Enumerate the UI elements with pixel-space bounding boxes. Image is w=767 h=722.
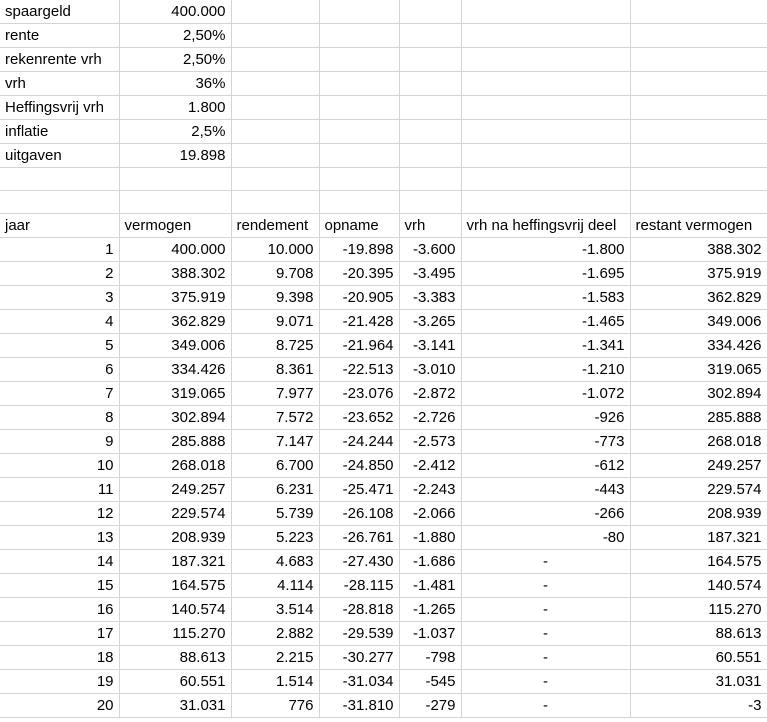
table-row [0, 526, 767, 550]
data-cell[interactable]: 229.574 [119, 502, 231, 526]
empty-cell[interactable] [461, 144, 630, 168]
data-cell[interactable]: -19.898 [319, 238, 399, 262]
data-cell[interactable]: 8 [0, 406, 119, 430]
data-cell[interactable]: 5 [0, 334, 119, 358]
table-row [0, 430, 767, 454]
data-cell[interactable]: - [461, 574, 630, 598]
data-cell[interactable]: 7.572 [231, 406, 319, 430]
param-row [0, 24, 767, 48]
data-cell[interactable]: 17 [0, 622, 119, 646]
data-cell[interactable]: -3.495 [399, 262, 461, 286]
empty-cell[interactable] [630, 0, 767, 24]
data-cell[interactable]: 1 [0, 238, 119, 262]
empty-cell[interactable] [461, 48, 630, 72]
data-cell[interactable]: -20.395 [319, 262, 399, 286]
empty-cell[interactable] [399, 120, 461, 144]
param-label-cell[interactable]: uitgaven [0, 144, 119, 168]
data-cell[interactable]: -28.115 [319, 574, 399, 598]
param-value-cell[interactable]: 36% [119, 72, 231, 96]
empty-cell[interactable] [119, 191, 231, 214]
data-cell[interactable]: 15 [0, 574, 119, 598]
data-cell[interactable]: -80 [461, 526, 630, 550]
data-cell[interactable]: -3.141 [399, 334, 461, 358]
empty-cell[interactable] [231, 0, 319, 24]
data-cell[interactable]: -612 [461, 454, 630, 478]
data-cell[interactable]: 400.000 [119, 238, 231, 262]
empty-cell[interactable] [399, 72, 461, 96]
empty-cell[interactable] [0, 168, 119, 191]
empty-cell[interactable] [399, 168, 461, 191]
table-row [0, 670, 767, 694]
table-row [0, 406, 767, 430]
empty-cell[interactable] [461, 168, 630, 191]
column-header-cell[interactable]: vrh na heffingsvrij deel [461, 214, 630, 238]
empty-cell[interactable] [461, 72, 630, 96]
empty-cell[interactable] [399, 96, 461, 120]
data-cell[interactable]: -2.726 [399, 406, 461, 430]
data-cell[interactable]: -21.428 [319, 310, 399, 334]
empty-cell[interactable] [399, 0, 461, 24]
column-header-cell[interactable]: opname [319, 214, 399, 238]
data-cell[interactable]: 285.888 [630, 406, 767, 430]
data-cell[interactable]: -3.265 [399, 310, 461, 334]
param-value-cell[interactable]: 400.000 [119, 0, 231, 24]
data-cell[interactable]: 7.147 [231, 430, 319, 454]
data-cell[interactable]: -798 [399, 646, 461, 670]
data-cell[interactable]: 140.574 [630, 574, 767, 598]
column-header-cell[interactable]: jaar [0, 214, 119, 238]
empty-cell[interactable] [630, 144, 767, 168]
data-cell[interactable]: 60.551 [630, 646, 767, 670]
data-cell[interactable]: 187.321 [630, 526, 767, 550]
empty-cell[interactable] [399, 191, 461, 214]
header-row [0, 214, 767, 238]
empty-cell[interactable] [630, 168, 767, 191]
empty-cell[interactable] [630, 48, 767, 72]
empty-cell[interactable] [461, 120, 630, 144]
data-cell[interactable]: -26.761 [319, 526, 399, 550]
data-cell[interactable]: 9.708 [231, 262, 319, 286]
data-cell[interactable]: -926 [461, 406, 630, 430]
empty-cell[interactable] [399, 144, 461, 168]
data-cell[interactable]: 18 [0, 646, 119, 670]
param-label-cell[interactable]: spaargeld [0, 0, 119, 24]
data-cell[interactable]: -279 [399, 694, 461, 718]
column-header-cell[interactable]: rendement [231, 214, 319, 238]
data-cell[interactable]: -773 [461, 430, 630, 454]
table-row [0, 358, 767, 382]
data-cell[interactable]: 268.018 [119, 454, 231, 478]
data-cell[interactable]: -1.481 [399, 574, 461, 598]
data-cell[interactable]: 2.882 [231, 622, 319, 646]
data-cell[interactable]: 31.031 [630, 670, 767, 694]
data-cell[interactable]: -266 [461, 502, 630, 526]
data-cell[interactable]: 164.575 [630, 550, 767, 574]
data-cell[interactable]: -1.686 [399, 550, 461, 574]
data-cell[interactable]: -1.880 [399, 526, 461, 550]
data-cell[interactable]: - [461, 670, 630, 694]
empty-cell[interactable] [630, 120, 767, 144]
column-header-cell[interactable]: vrh [399, 214, 461, 238]
data-cell[interactable]: -1.583 [461, 286, 630, 310]
data-cell[interactable]: 2 [0, 262, 119, 286]
data-cell[interactable]: 9.071 [231, 310, 319, 334]
data-cell[interactable]: 362.829 [119, 310, 231, 334]
data-cell[interactable]: 10.000 [231, 238, 319, 262]
empty-cell[interactable] [630, 72, 767, 96]
data-cell[interactable]: -1.210 [461, 358, 630, 382]
data-cell[interactable]: 60.551 [119, 670, 231, 694]
data-cell[interactable]: -30.277 [319, 646, 399, 670]
empty-cell[interactable] [231, 191, 319, 214]
empty-cell[interactable] [319, 191, 399, 214]
data-cell[interactable]: 13 [0, 526, 119, 550]
data-cell[interactable]: 7.977 [231, 382, 319, 406]
data-cell[interactable]: 4.683 [231, 550, 319, 574]
table-row [0, 286, 767, 310]
data-cell[interactable]: 208.939 [119, 526, 231, 550]
empty-row [0, 168, 767, 191]
table-row [0, 334, 767, 358]
data-cell[interactable]: 10 [0, 454, 119, 478]
data-cell[interactable]: -2.573 [399, 430, 461, 454]
data-cell[interactable]: -23.652 [319, 406, 399, 430]
empty-cell[interactable] [630, 191, 767, 214]
table-row [0, 598, 767, 622]
data-cell[interactable]: 375.919 [119, 286, 231, 310]
empty-cell[interactable] [461, 191, 630, 214]
data-cell[interactable]: 268.018 [630, 430, 767, 454]
data-cell[interactable]: 19 [0, 670, 119, 694]
table-row [0, 622, 767, 646]
empty-cell[interactable] [461, 24, 630, 48]
empty-cell[interactable] [0, 191, 119, 214]
data-cell[interactable]: 9.398 [231, 286, 319, 310]
empty-cell[interactable] [630, 24, 767, 48]
param-value-cell[interactable]: 2,50% [119, 48, 231, 72]
data-cell[interactable]: 12 [0, 502, 119, 526]
data-cell[interactable]: -22.513 [319, 358, 399, 382]
data-cell[interactable]: 3.514 [231, 598, 319, 622]
table-row [0, 310, 767, 334]
data-cell[interactable]: 6 [0, 358, 119, 382]
empty-cell[interactable] [231, 72, 319, 96]
table-row [0, 502, 767, 526]
data-cell[interactable]: -3 [630, 694, 767, 718]
table-row [0, 382, 767, 406]
data-cell[interactable]: -31.810 [319, 694, 399, 718]
data-cell[interactable]: 1.514 [231, 670, 319, 694]
data-cell[interactable]: -2.872 [399, 382, 461, 406]
data-cell[interactable]: -20.905 [319, 286, 399, 310]
param-value-cell[interactable]: 2,50% [119, 24, 231, 48]
data-cell[interactable]: 349.006 [119, 334, 231, 358]
empty-cell[interactable] [461, 96, 630, 120]
data-cell[interactable]: -25.471 [319, 478, 399, 502]
data-cell[interactable]: 302.894 [630, 382, 767, 406]
data-cell[interactable]: -3.010 [399, 358, 461, 382]
data-cell[interactable]: -2.412 [399, 454, 461, 478]
data-cell[interactable]: -29.539 [319, 622, 399, 646]
data-cell[interactable]: -3.383 [399, 286, 461, 310]
data-cell[interactable]: 362.829 [630, 286, 767, 310]
data-cell[interactable]: 334.426 [119, 358, 231, 382]
table-row [0, 478, 767, 502]
data-cell[interactable]: 4.114 [231, 574, 319, 598]
data-cell[interactable]: 319.065 [119, 382, 231, 406]
data-cell[interactable]: -1.265 [399, 598, 461, 622]
data-cell[interactable]: 5.739 [231, 502, 319, 526]
data-cell[interactable]: 3 [0, 286, 119, 310]
data-cell[interactable]: 249.257 [119, 478, 231, 502]
data-cell[interactable]: -1.072 [461, 382, 630, 406]
param-label-cell[interactable]: inflatie [0, 120, 119, 144]
data-cell[interactable]: -24.850 [319, 454, 399, 478]
data-cell[interactable]: 6.700 [231, 454, 319, 478]
data-cell[interactable]: 187.321 [119, 550, 231, 574]
data-cell[interactable]: -545 [399, 670, 461, 694]
empty-cell[interactable] [231, 120, 319, 144]
data-cell[interactable]: -1.695 [461, 262, 630, 286]
empty-cell[interactable] [630, 96, 767, 120]
data-cell[interactable]: - [461, 622, 630, 646]
param-row [0, 120, 767, 144]
param-row [0, 96, 767, 120]
data-cell[interactable]: 4 [0, 310, 119, 334]
empty-cell[interactable] [319, 0, 399, 24]
table-row [0, 262, 767, 286]
data-cell[interactable]: 249.257 [630, 454, 767, 478]
table-row [0, 550, 767, 574]
empty-cell[interactable] [319, 72, 399, 96]
empty-cell[interactable] [119, 168, 231, 191]
data-cell[interactable]: -2.243 [399, 478, 461, 502]
data-cell[interactable]: - [461, 598, 630, 622]
param-value-cell[interactable]: 2,5% [119, 120, 231, 144]
empty-cell[interactable] [231, 48, 319, 72]
data-cell[interactable]: -21.964 [319, 334, 399, 358]
empty-cell[interactable] [231, 144, 319, 168]
data-cell[interactable]: 388.302 [630, 238, 767, 262]
data-cell[interactable]: 140.574 [119, 598, 231, 622]
data-cell[interactable]: 8.725 [231, 334, 319, 358]
param-label-cell[interactable]: rekenrente vrh [0, 48, 119, 72]
column-header-cell[interactable]: vermogen [119, 214, 231, 238]
data-cell[interactable]: -1.465 [461, 310, 630, 334]
table-row [0, 646, 767, 670]
data-cell[interactable]: 2.215 [231, 646, 319, 670]
data-cell[interactable]: 208.939 [630, 502, 767, 526]
table-row [0, 574, 767, 598]
data-cell[interactable]: - [461, 646, 630, 670]
data-cell[interactable]: 319.065 [630, 358, 767, 382]
data-cell[interactable]: 334.426 [630, 334, 767, 358]
data-cell[interactable]: 115.270 [630, 598, 767, 622]
empty-cell[interactable] [319, 120, 399, 144]
empty-cell[interactable] [461, 0, 630, 24]
data-cell[interactable]: 375.919 [630, 262, 767, 286]
data-cell[interactable]: 164.575 [119, 574, 231, 598]
param-value-cell[interactable]: 1.800 [119, 96, 231, 120]
empty-row [0, 191, 767, 214]
data-cell[interactable]: -26.108 [319, 502, 399, 526]
data-cell[interactable]: - [461, 550, 630, 574]
data-cell[interactable]: -3.600 [399, 238, 461, 262]
data-cell[interactable]: -28.818 [319, 598, 399, 622]
data-cell[interactable]: -1.800 [461, 238, 630, 262]
empty-cell[interactable] [231, 168, 319, 191]
column-header-cell[interactable]: restant vermogen [630, 214, 767, 238]
empty-cell[interactable] [231, 24, 319, 48]
empty-cell[interactable] [319, 168, 399, 191]
data-cell[interactable]: -443 [461, 478, 630, 502]
data-cell[interactable]: 14 [0, 550, 119, 574]
data-cell[interactable]: 349.006 [630, 310, 767, 334]
data-cell[interactable]: -31.034 [319, 670, 399, 694]
table-row [0, 694, 767, 718]
empty-cell[interactable] [231, 96, 319, 120]
data-cell[interactable]: -1.037 [399, 622, 461, 646]
data-cell[interactable]: 20 [0, 694, 119, 718]
data-cell[interactable]: 16 [0, 598, 119, 622]
data-cell[interactable]: 388.302 [119, 262, 231, 286]
data-cell[interactable]: 9 [0, 430, 119, 454]
param-value-cell[interactable]: 19.898 [119, 144, 231, 168]
data-cell[interactable]: 5.223 [231, 526, 319, 550]
data-cell[interactable]: 285.888 [119, 430, 231, 454]
empty-cell[interactable] [319, 48, 399, 72]
data-cell[interactable]: 7 [0, 382, 119, 406]
data-cell[interactable]: 776 [231, 694, 319, 718]
table-row [0, 454, 767, 478]
data-cell[interactable]: 88.613 [630, 622, 767, 646]
data-cell[interactable]: 8.361 [231, 358, 319, 382]
data-cell[interactable]: -2.066 [399, 502, 461, 526]
empty-cell[interactable] [319, 144, 399, 168]
data-cell[interactable]: -24.244 [319, 430, 399, 454]
param-row [0, 144, 767, 168]
param-label-cell[interactable]: vrh [0, 72, 119, 96]
empty-cell[interactable] [399, 48, 461, 72]
table-row [0, 238, 767, 262]
data-cell[interactable]: 6.231 [231, 478, 319, 502]
param-label-cell[interactable]: Heffingsvrij vrh [0, 96, 119, 120]
param-row [0, 72, 767, 96]
data-cell[interactable]: 115.270 [119, 622, 231, 646]
data-cell[interactable]: 302.894 [119, 406, 231, 430]
data-cell[interactable]: -27.430 [319, 550, 399, 574]
data-cell[interactable]: 88.613 [119, 646, 231, 670]
empty-cell[interactable] [399, 24, 461, 48]
data-cell[interactable]: 229.574 [630, 478, 767, 502]
data-cell[interactable]: 11 [0, 478, 119, 502]
data-cell[interactable]: -1.341 [461, 334, 630, 358]
data-cell[interactable]: 31.031 [119, 694, 231, 718]
param-row [0, 48, 767, 72]
param-row [0, 0, 767, 24]
data-cell[interactable]: -23.076 [319, 382, 399, 406]
data-cell[interactable]: - [461, 694, 630, 718]
empty-cell[interactable] [319, 24, 399, 48]
param-label-cell[interactable]: rente [0, 24, 119, 48]
empty-cell[interactable] [319, 96, 399, 120]
